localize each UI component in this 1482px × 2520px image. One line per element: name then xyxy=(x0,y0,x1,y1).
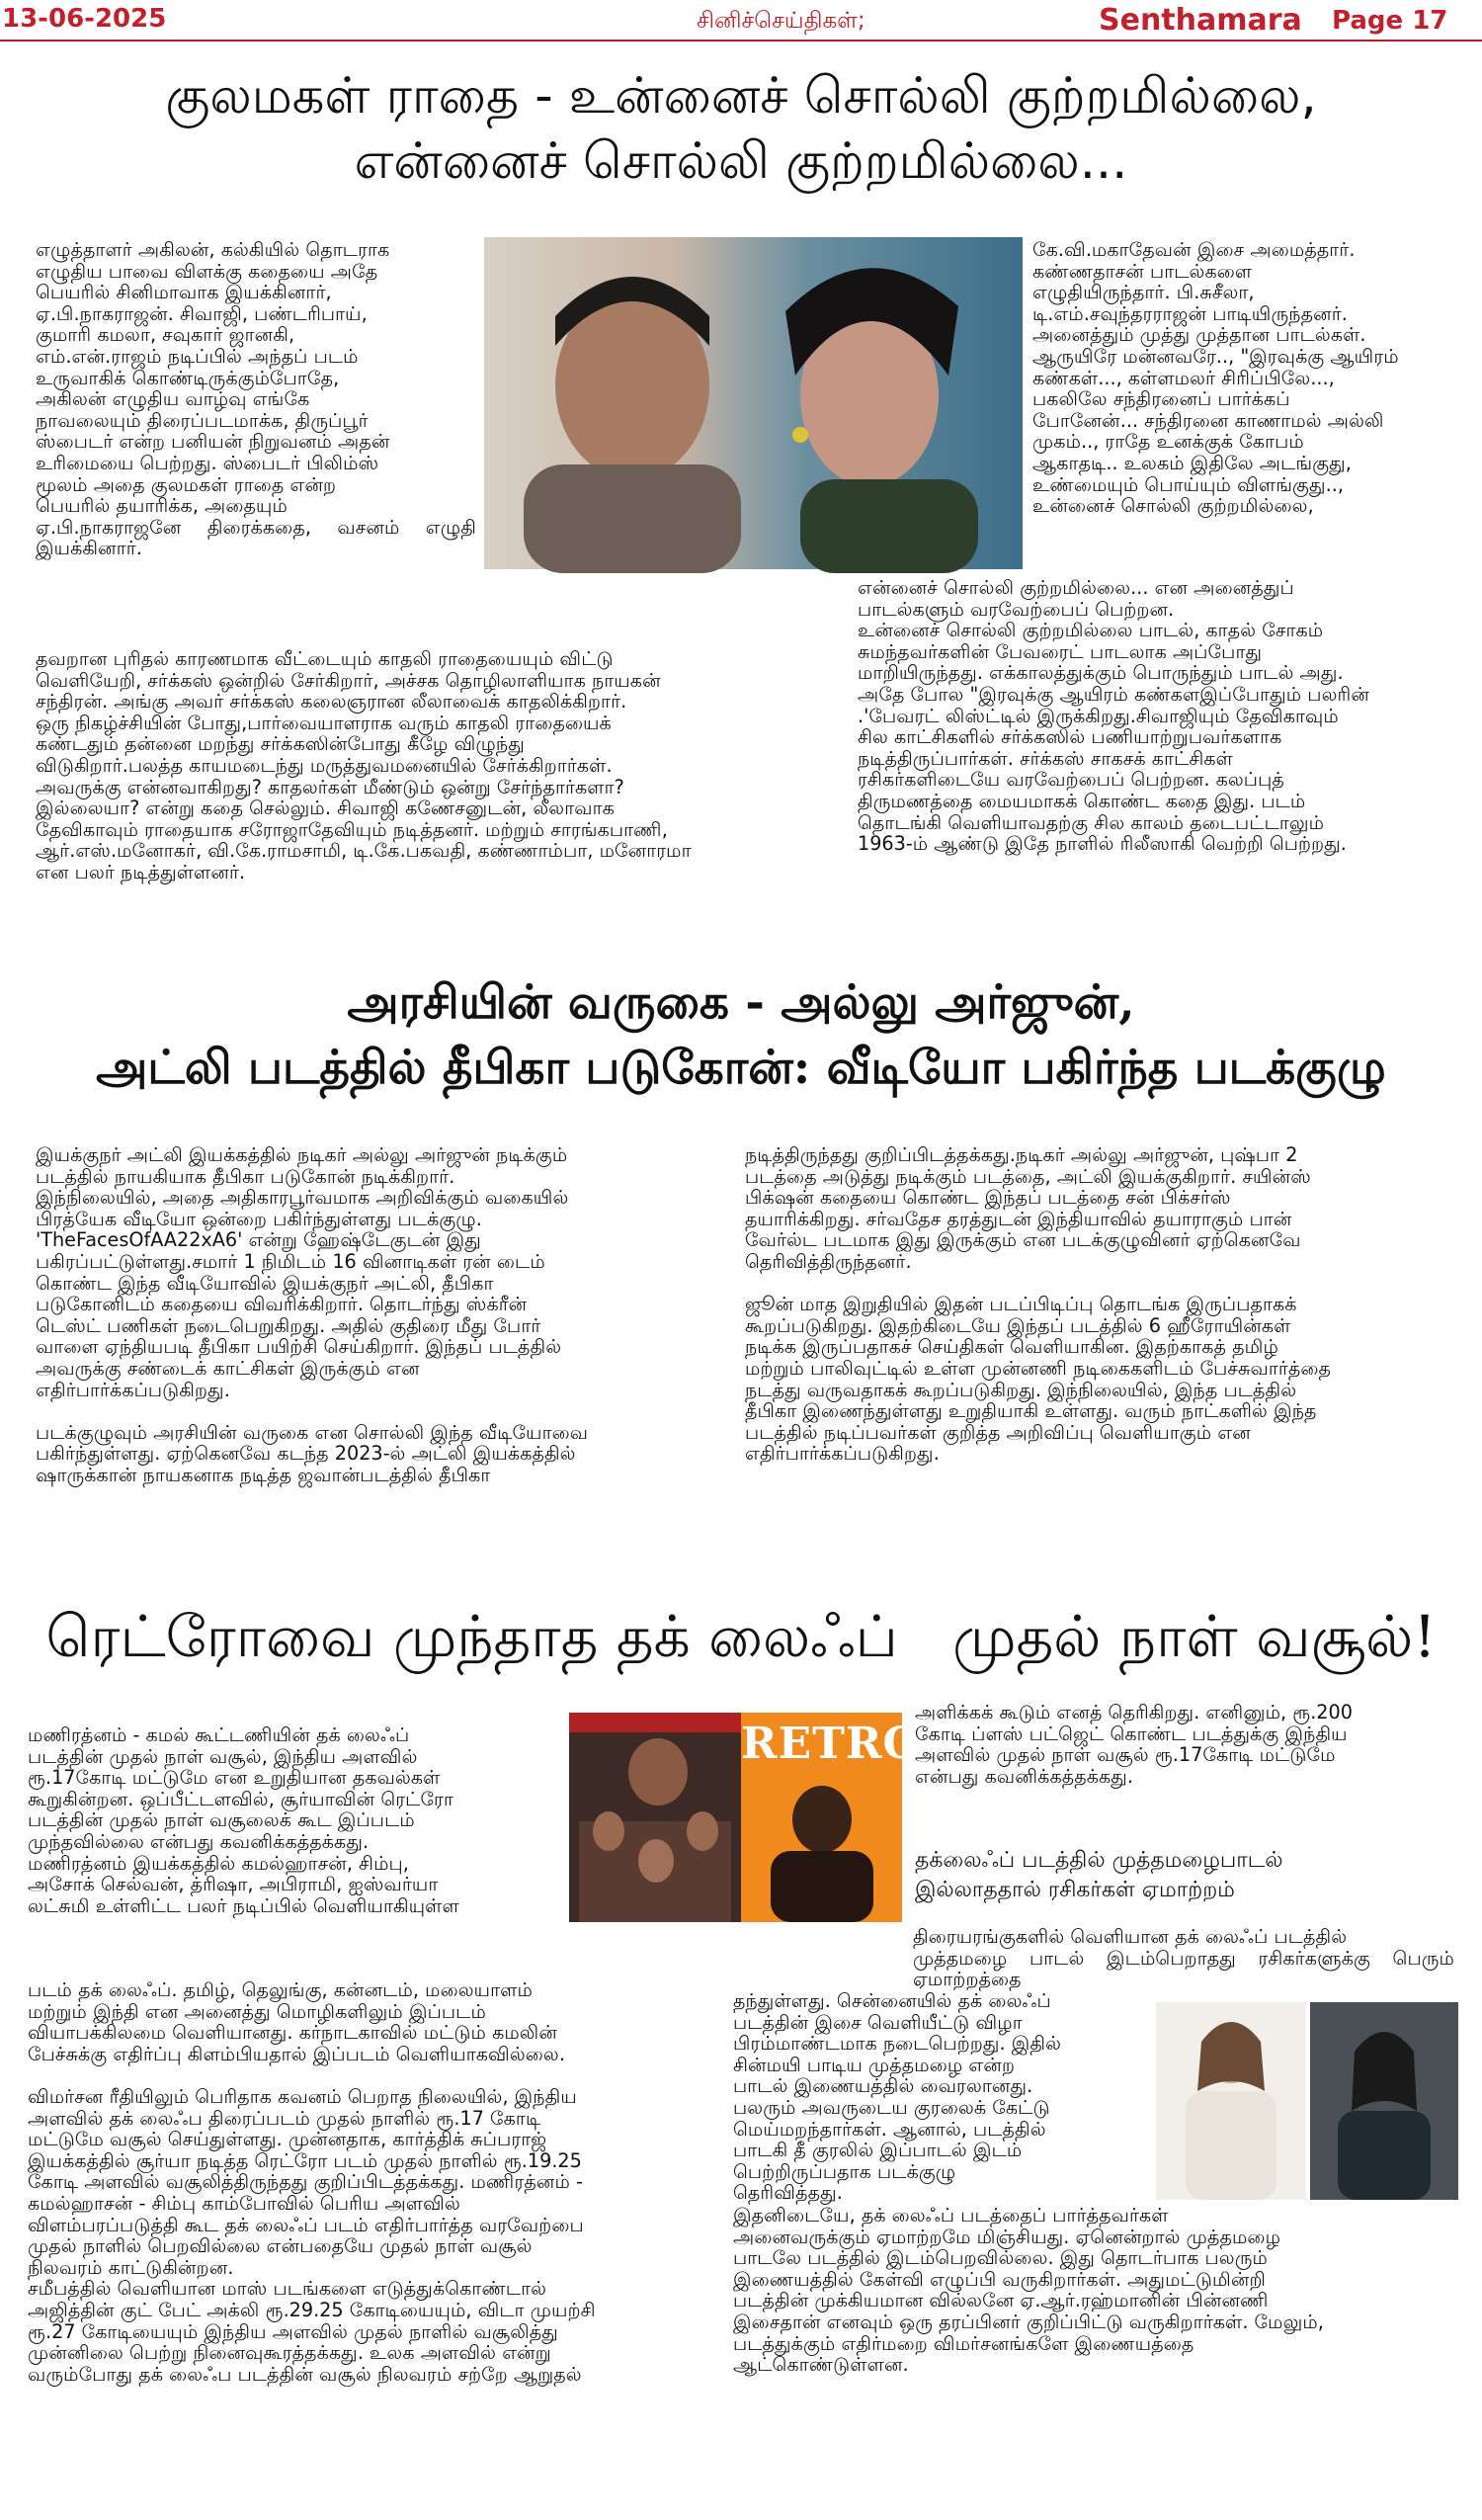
thug-life-poster-art xyxy=(569,1713,741,1922)
article3-left-top: மணிரத்னம் - கமல் கூட்டணியின் தக் லைஃப் படத்தின் முதல் நாள் வசூல், இந்திய அளவில் ரூ.17கோடி மட்டுமே என உறுதியான தகவல்கள் கூறுகின்றன. ஒப்பீட்டளவில், சூர்யாவின் ரெட்ரோ படத்தின் முதல் நாள் வசூலைக் கூட இப்படம் முந்தவில்லை என்பது கவனிக்கத்தக்கது. மணிரத்னம் இயக்கத்தில் கமல்ஹாசன், சிம்பு, அசோக் செல்வன், த்ரிஷா, அபிராமி, ஐஸ்வர்யா லட்சுமி உள்ளிட்ட பலர் நடிப்பில் வெளியாகியுள்ள xyxy=(28,1723,459,1917)
page-header xyxy=(0,0,1482,42)
article1-left-lower: தவறான புரிதல் காரணமாக வீட்டையும் காதலி ராதையையும் விட்டு வெளியேறி, சர்க்கஸ் ஒன்றில் சேர்கிறார், அச்சக தொழிலாளியாக நாயகன் சந்திரன். அங்கு அவர் சர்க்கஸ் கலைஞரான லீலாவைக் காதலிக்கிறார். ஒரு நிகழ்ச்சியின் போது,பார்வையாளராக வரும் காதலி ராதையைக் கண்டதும் தன்னை மறந்து சர்க்கஸின்போது கீழே விழுந்து விடுகிறார்.பலத்த காயமடைந்து மருத்துவமனையில் சேர்க்கிறார்கள். அவருக்கு என்னவாகிறது? காதலர்கள் மீண்டும் ஒன்று சேர்ந்தார்களா? இல்லையா? என்று கதை செல்லும். சிவாஜி கணேசனுடன், லீலாவாக தேவிகாவும் ராதையாக சரோஜாதேவியும் நடித்தனர். மற்றும் சாரங்கபாணி, ஆர்.எஸ்.மனோகர், வி.கே.ராமசாமி, டி.கே.பகவதி, கண்ணாம்பா, மனோரமா என பலர் நடித்துள்ளனர். xyxy=(36,647,692,883)
retro-poster-art xyxy=(741,1772,902,1922)
section-name: சினிச்செய்திகள்; xyxy=(697,8,865,34)
article2-title: அரசியின் வருகை - அல்லு அர்ஜுன், அட்லி படத்தில் தீபிகா படுகோன்: வீடியோ பகிர்ந்த படக்குழு xyxy=(96,975,1386,1095)
article3-right-middle: திரையரங்குகளில் வெளியான தக் லைஃப் படத்தில் முத்தமழை பாடல் இடம்பெறாதது ரசிகர்களுக்கு பெரும் ஏமாற்றத்தை xyxy=(913,1925,1454,1991)
article3-title: ரெட்ரோவை முந்தாத தக் லைஃப் முதல் நாள் வசூல்! xyxy=(45,1603,1437,1670)
article2-right-column: நடித்திருந்தது குறிப்பிடத்தக்கது.நடிகர் அல்லு அர்ஜுன், புஷ்பா 2 படத்தை அடுத்து நடிக்கும் படத்தை, அட்லி இயக்குகிறார். சயின்ஸ் பிக்‌ஷன் கதையை கொண்ட இந்தப் படத்தை சன் பிக்சர்ஸ் தயாரிக்கிறது. சர்வதேச தரத்துடன் இந்தியாவில் தயாராகும் பான் வேர்ல்ட படமாக இது இருக்கும் என படக்குழுவினர் ஏற்கெனவே தெரிவித்திருந்தனர். ஜூன் மாத இறுதியில் இதன் படப்பிடிப்பு தொடங்க இருப்பதாகக் கூறப்படுகிறது. இதற்கிடையே இந்தப் படத்தில் 6 ஹீரோயின்கள் நடிக்க இருப்பதாகச் செய்திகள் வெளியாகின. இதற்காகத் தமிழ் மற்றும் பாலிவுட்டில் உள்ள முன்னணி நடிகைகளிடம் பேச்சுவார்த்தை நடத்து வருவதாகக் கூறப்படுகிறது. இந்நிலையில், இந்த படத்தில் தீபிகா இணைந்துள்ளது உறுதியாகி உள்ளது. வரும் நாட்களில் இந்த படத்தில் நடிப்பவர்கள் குறித்த அறிவிப்பு வெளியாகும் என எதிர்பார்க்கப்படுகிறது. xyxy=(745,1143,1332,1466)
singer-photo-left xyxy=(1156,2002,1306,2200)
article3-right-bottom: இதனிடையே, தக் லைஃப் படத்தைப் பார்த்தவர்கள் அனைவருக்கும் ஏமாற்றமே மிஞ்சியது. ஏனென்றால் முத்தமழை பாடலே படத்தில் இடம்பெறவில்லை. இது தொடர்பாக பலரும் இணையத்தில் கேள்வி எழுப்பி வருகிறார்கள். அதுமட்டுமின்றி படத்தின் முக்கியமான வில்லனே ஏ.ஆர்.ரஹ்மானின் பின்னணி இசைதான் எனவும் ஒரு தரப்பினர் குறிப்பிட்டு வருகிறார்கள். மேலும், படத்துக்கும் எதிர்மறை விமர்சனங்களே இணையத்தை ஆட்கொண்டுள்ளன. xyxy=(733,2204,1324,2377)
film-still-couple xyxy=(484,237,1023,569)
article1-photo xyxy=(484,237,1023,569)
article1-left-column: எழுத்தாளர் அகிலன், கல்கியில் தொடராக எழுதிய பாவை விளக்கு கதையை அதே பெயரில் சினிமாவாக இயக்கினார், ஏ.பி.நாகராஜன். சிவாஜி, பண்டரிபாய், குமாரி கமலா, சவுகார் ஜானகி, எம்.என்.ராஜம் நடிப்பில் அந்தப் படம் உருவாகிக் கொண்டிருக்கும்போதே, அகிலன் எழுதிய வாழ்வு எங்கே நாவலையும் திரைப்படமாக்க, திருப்பூர் ஸ்பைடர் என்ற பனியன் நிறுவனம் அதன் உரிமையை பெற்றது. ஸ்பைடர் பிலிம்ஸ் மூலம் அதை குலமகள் ராதை என்ற பெயரில் தயாரிக்க, அதையும் ஏ.பி.நாகராஜனே திரைக்கதை, வசனம் எழுதி இயக்கினார். xyxy=(36,238,476,560)
singer-photo-right xyxy=(1310,2002,1458,2200)
retro-poster-title: RETRO xyxy=(741,1719,922,1769)
singer-photo-left-art xyxy=(1156,2002,1306,2200)
retro-poster xyxy=(741,1713,922,1922)
article2-left-column: இயக்குநர் அட்லி இயக்கத்தில் நடிகர் அல்லு அர்ஜுன் நடிக்கும் படத்தில் நாயகியாக தீபிகா படுகோன் நடிக்கிறார். இந்நிலையில், அதை அதிகாரபூர்வமாக அறிவிக்கும் வகையில் பிரத்யேக வீடியோ ஒன்றை பகிர்ந்துள்ளது படக்குழு. 'TheFacesOfAA22xA6' என்று ஹேஷ்டேகுடன் இது பகிரப்பட்டுள்ளது.சமார் 1 நிமிடம் 16 வினாடிகள் ரன் டைம் கொண்ட இந்த வீடியோவில் இயக்குநர் அட்லி, தீபிகா படுகோனிடம் கதையை விவரிக்கிறார். தொடர்ந்து ஸ்க்ரீன் டெஸ்ட் பணிகள் நடைபெறுகிறது. அதில் குதிரை மீது போர் வாளை ஏந்தியபடி தீபிகா பயிற்சி செய்கிறார். இந்தப் படத்தில் அவருக்கு சண்டைக் காட்சிகள் இருக்கும் என எதிர்பார்க்கப்படுகிறது. படக்குழுவும் அரசியின் வருகை என சொல்லி இந்த வீடியோவை பகிர்ந்துள்ளது. ஏற்கெனவே கடந்த 2023-ல் அட்லி இயக்கத்தில் ஷாருக்கான் நாயகனாக நடித்த ஜவான்படத்தில் தீபிகா xyxy=(36,1143,589,1486)
article1-right-column: கே.வி.மகாதேவன் இசை அமைத்தார். கண்ணதாசன் பாடல்களை எழுதியிருந்தார். பி.சுசீலா, டி.எம்.சவுந்தரராஜன் பாடியிருந்தனர். அனைத்தும் முத்து முத்தான பாடல்கள். ஆருயிரே மன்னவரே.., "இரவுக்கு ஆயிரம் கண்கள்..., கள்ளமலர் சிரிப்பிலே..., பகலிலே சந்திரனைப் பார்க்கப் போனேன்... சந்திரனை காணாமல் அல்லி முகம்.., ராதே உனக்குக் கோபம் ஆகாதடி.. உலகம் இதிலே அடங்குது, உண்மையும் பொய்யும் விளங்குது.., உன்னைச் சொல்லி குற்றமில்லை, xyxy=(1032,238,1399,518)
article1-title: குலமகள் ராதை - உன்னைச் சொல்லி குற்றமில்லை, என்னைச் சொல்லி குற்றமில்லை... xyxy=(165,67,1317,191)
issue-date: 13-06-2025 xyxy=(2,4,167,34)
page-number: Page 17 xyxy=(1332,6,1448,36)
article3-right-lower: தந்துள்ளது. சென்னையில் தக் லைஃப் படத்தின் இசை வெளியீட்டு விழா பிரம்மாண்டமாக நடைபெற்றது. இதில் சின்மயி பாடிய முத்தமழை என்ற பாடல் இணையத்தில் வைரலானது. பலரும் அவருடைய குரலைக் கேட்டு மெய்மறந்தார்கள். ஆனால், படத்தில் பாடகி தீ குரலில் இப்பாடல் இடம் பெற்றிருப்பதாக படக்குழு தெரிவித்தது. xyxy=(733,1989,1062,2205)
article3-subheading: தக்லைஃப் படத்தில் முத்தமழைபாடல் இல்லாததால் ரசிகர்கள் ஏமாற்றம் xyxy=(915,1848,1283,1902)
article1-right-column-continued: என்னைச் சொல்லி குற்றமில்லை... என அனைத்துப் பாடல்களும் வரவேற்பைப் பெற்றன. உன்னைச் சொல்லி குற்றமில்லை பாடல், காதல் சோகம் சுமந்தவர்களின் பேவரைட் பாடலாக அப்போது மாறியிருந்தது. எக்காலத்துக்கும் பொருந்தும் பாடல் அது. அதே போல "இரவுக்கு ஆயிரம் கண்களஇப்போதும் பலரின் .'பேவரட் லிஸ்ட்டில் இருக்கிறது.சிவாஜியும் தேவிகாவும் சில காட்சிகளில் சர்க்கஸில் பணியாற்றுபவர்களாக நடித்திருப்பார்கள். சர்க்கஸ் சாகசக் காட்சிகள் ரசிகர்களிடையே வரவேற்பைப் பெற்றன. கலப்புத் திருமணத்தை மையமாகக் கொண்ட கதை இது. படம் தொடங்கி வெளியாவதற்கு சில காலம் தடைபட்டாலும் 1963-ம் ஆண்டு இதே நாளில் ரிலீஸாகி வெற்றி பெற்றது. xyxy=(858,576,1369,856)
publication-name: Senthamara xyxy=(1099,3,1302,38)
singer-photo-right-art xyxy=(1310,2002,1458,2200)
article3-left-middle: படம் தக் லைஃப். தமிழ், தெலுங்கு, கன்னடம், மலையாளம் மற்றும் இந்தி என அனைத்து மொழிகளிலும் இப்படம் வியாபக்கிலமை வெளியானது. கர்நாடகாவில் மட்டும் கமலின் பேச்சுக்கு எதிர்ப்பு கிளம்பியதால் இப்படம் வெளியாகவில்லை. விமர்சன ரீதியிலும் பெரிதாக கவனம் பெறாத நிலையில், இந்திய அளவில் தக் லைஃப திரைப்படம் முதல் நாளில் ரூ.17 கோடி மட்டுமே வசூல் செய்துள்ளது. முன்னதாக, கார்த்திக் சுப்பராஜ் இயக்கத்தில் சூர்யா நடித்த ரெட்ரோ படம் முதல் நாளில் ரூ.19.25 கோடி அளவில் வசூலித்திருந்தது குறிப்பிடத்தக்கது. மணிரத்னம் - கமல்ஹாசன் - சிம்பு காம்போவில் பெரிய அளவில் விளம்பரப்படுத்தி கூட தக் லைஃப் படம் எதிர்பார்த்த வரவேற்பை முதல் நாளில் பெறவில்லை என்பதையே முதல் நாள் வசூல் நிலவரம் காட்டுகின்றன. சமீபத்தில் வெளியான மாஸ் படங்களை எடுத்துக்கொண்டால் அஜித்தின் குட் பேட் அக்லி ரூ.29.25 கோடியையும், விடா முயற்சி ரூ.27 கோடியையும் இந்திய அளவில் முதல் நாளில் வசூலித்து முன்னிலை பெற்று நினைவுகூரத்தக்கது. உலக அளவில் என்று வரும்போது தக் லைஃப படத்தின் வசூல் நிலவரம் சற்றே ஆறுதல் xyxy=(28,1978,596,2386)
article3-right-top: அளிக்கக் கூடும் எனத் தெரிகிறது. எனினும், ரூ.200 கோடி ப்ளஸ் பட்ஜெட் கொண்ட படத்துக்கு இந்திய அளவில் முதல் நாள் வசூல் ரூ.17கோடி மட்டுமே என்பது கவனிக்கத்தக்கது. xyxy=(915,1701,1353,1788)
thug-life-poster xyxy=(569,1713,741,1922)
